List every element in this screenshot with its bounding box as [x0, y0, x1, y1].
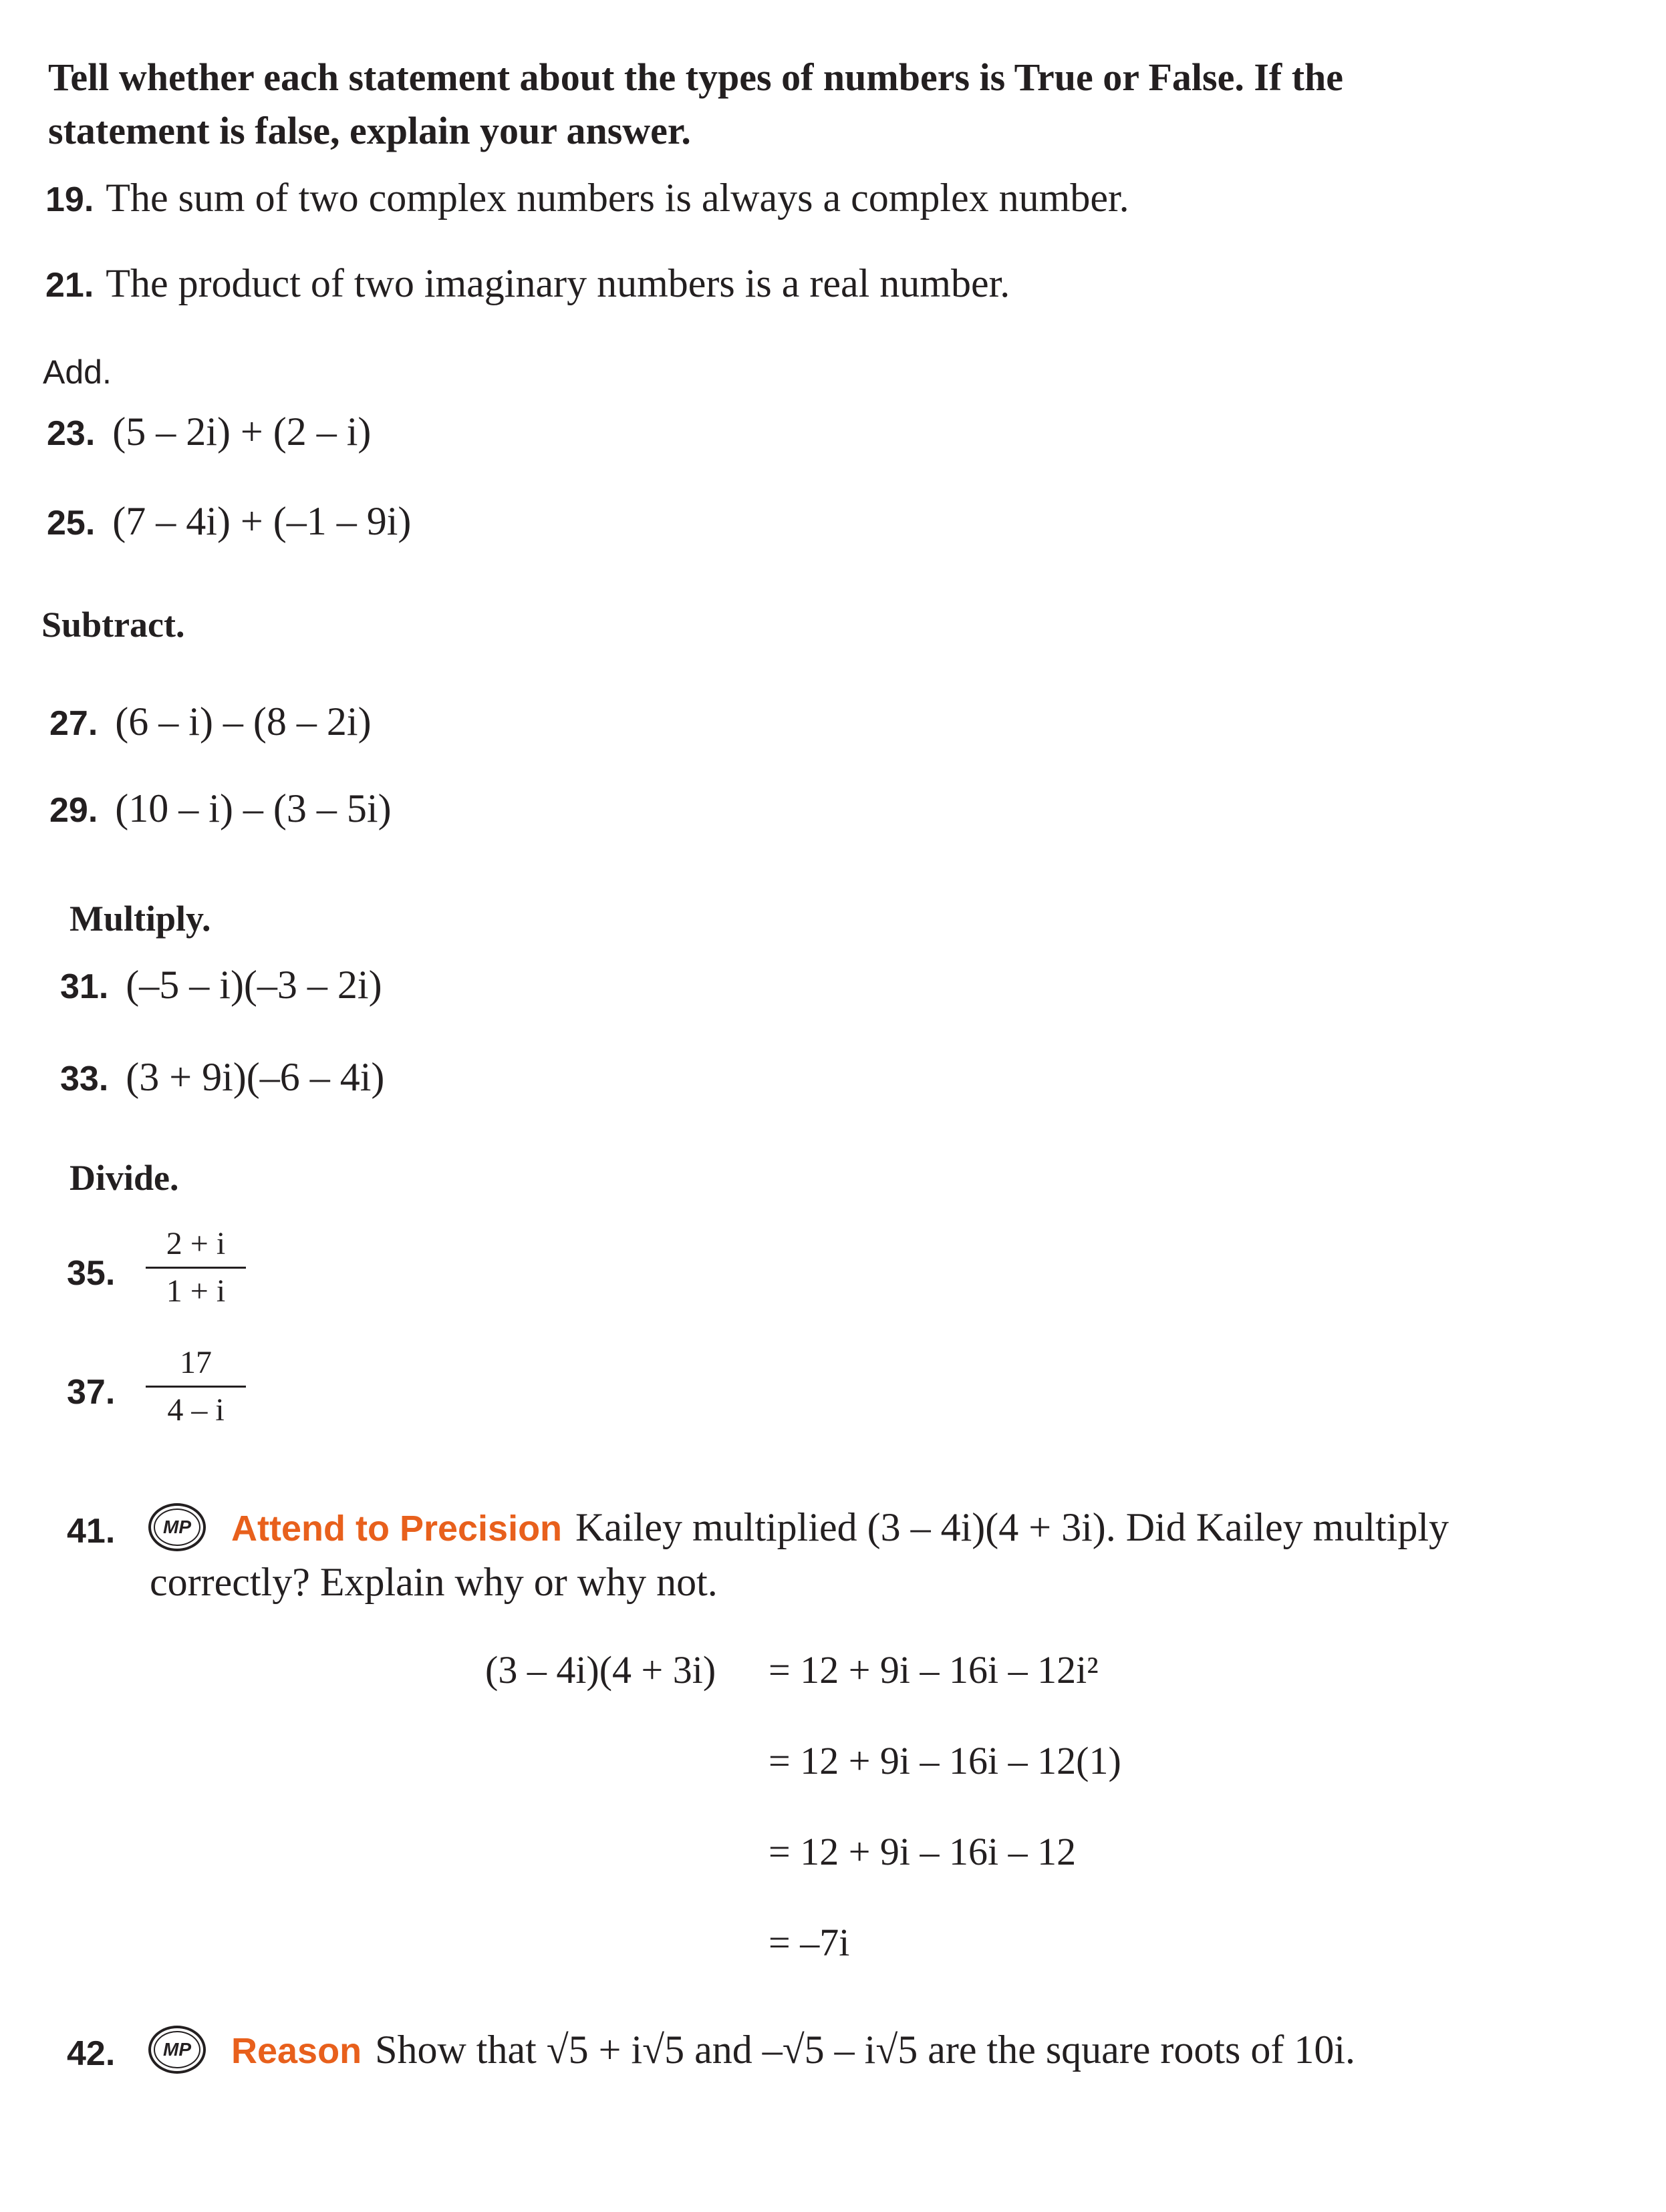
problem-25	[47, 498, 411, 544]
fraction-bar	[146, 1386, 246, 1388]
problem-41-number: 41.	[67, 1512, 116, 1551]
problem-expression: (7 – 4i) + (–1 – 9i)	[112, 499, 412, 543]
problem-37-fraction	[146, 1341, 246, 1432]
problem-27	[49, 699, 372, 745]
divide-heading: Divide.	[70, 1158, 179, 1198]
work-lhs: (3 – 4i)(4 + 3i)	[485, 1648, 716, 1692]
fraction-denominator: 4 – i	[167, 1392, 225, 1428]
problem-number: 27.	[49, 704, 98, 743]
problem-31	[60, 962, 382, 1008]
instructions-line-1: Tell whether each statement about the types of numbers is True or False. If the	[48, 55, 1344, 99]
problem-42-prompt	[231, 2027, 1355, 2073]
problem-19	[45, 175, 1129, 221]
practice-label: Reason	[231, 2031, 362, 2071]
problem-text: The sum of two complex numbers is always a complex number.	[106, 176, 1129, 220]
fraction-denominator: 1 + i	[166, 1273, 226, 1309]
problem-number: 23.	[47, 414, 96, 453]
problem-number: 25.	[47, 504, 96, 542]
problem-35-fraction	[146, 1223, 246, 1313]
problem-41-prompt	[231, 1505, 1449, 1551]
work-step-4: = –7i	[769, 1921, 850, 1964]
problem-42-number: 42.	[67, 2034, 116, 2073]
problem-21	[45, 261, 1010, 307]
mp-badge-icon: MP	[148, 1503, 206, 1551]
multiply-heading: Multiply.	[70, 899, 211, 939]
problem-number: 19.	[45, 180, 94, 219]
mp-badge-icon: MP	[148, 2026, 206, 2074]
problem-number: 33.	[60, 1060, 109, 1098]
problem-number: 21.	[45, 266, 94, 305]
problem-37-number: 37.	[67, 1373, 116, 1412]
fraction-numerator: 17	[180, 1345, 212, 1380]
problem-expression: (10 – i) – (3 – 5i)	[115, 786, 392, 830]
problem-expression: (6 – i) – (8 – 2i)	[115, 699, 372, 744]
fraction-bar	[146, 1267, 246, 1269]
prompt-text: Show that √5 + i√5 and –√5 – i√5 are the square roots of 10i.	[375, 2028, 1356, 2072]
work-step-2: = 12 + 9i – 16i – 12(1)	[769, 1739, 1121, 1782]
problem-29	[49, 786, 392, 832]
problem-35-number: 35.	[67, 1254, 116, 1293]
subtract-heading: Subtract.	[41, 605, 185, 645]
problem-expression: (–5 – i)(–3 – 2i)	[126, 963, 382, 1007]
problem-expression: (3 + 9i)(–6 – 4i)	[126, 1055, 385, 1099]
problem-expression: (5 – 2i) + (2 – i)	[112, 410, 372, 454]
practice-label: Attend to Precision	[231, 1509, 563, 1549]
problem-number: 31.	[60, 967, 109, 1006]
problem-23	[47, 409, 371, 455]
problem-33	[60, 1054, 384, 1100]
add-heading: Add.	[43, 353, 112, 391]
work-step-1: = 12 + 9i – 16i – 12i²	[769, 1648, 1099, 1692]
fraction-numerator: 2 + i	[166, 1226, 226, 1261]
work-step-3: = 12 + 9i – 16i – 12	[769, 1830, 1077, 1873]
problem-41-prompt-line-2: correctly? Explain why or why not.	[150, 1560, 718, 1604]
instructions-line-2: statement is false, explain your answer.	[48, 109, 691, 152]
problem-text: The product of two imaginary numbers is a real number.	[106, 261, 1010, 305]
problem-number: 29.	[49, 791, 98, 830]
prompt-text: Kailey multiplied (3 – 4i)(4 + 3i). Did Kailey multiply	[575, 1505, 1449, 1549]
